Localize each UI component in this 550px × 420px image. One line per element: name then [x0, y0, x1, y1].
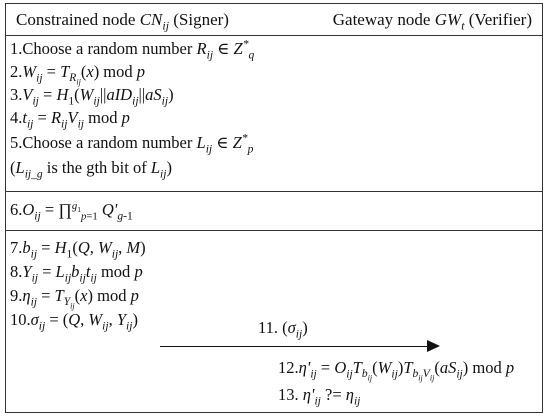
step-2: $2.W_{ij} = T_{R_{ij}}(x)$ mod p	[10, 62, 146, 87]
step-11-message: 11. $(\sigma_{ij})$	[258, 318, 308, 341]
step-4: $4.t_{ij} = R_{ij}V_{ij}$ mod p	[10, 108, 130, 131]
step-5: 5.Choose a random number $L_{ij}$ ∈ $Z^*_p$	[10, 132, 254, 156]
signer-header: Constrained node $CN_{ij}$ (Signer)	[16, 10, 229, 33]
verifier-header: Gateway node $GW_t$ (Verifier)	[332, 10, 532, 33]
step-6: $6.O_{ij}$ = ∏$^{g_1}_{p=1}$ $Q'_{g-1}$	[10, 199, 133, 223]
header-divider	[6, 35, 542, 36]
step-8: $8.Y_{ij} = L_{ij}b_{ij}t_{ij}$ mod p	[10, 262, 143, 285]
step-5-note: ($L_{ij\_g}$ is the gth bit of $L_{ij}$)	[10, 158, 172, 181]
section-divider-2	[6, 230, 542, 231]
step-1: 1.Choose a random number $R_{ij}$ ∈ $Z^*_q$	[10, 38, 255, 62]
message-arrow	[160, 340, 440, 354]
arrow-head-icon	[427, 340, 440, 352]
step-13: 13. $\eta'_{ij}$ ?= $\eta_{ij}$	[278, 385, 361, 408]
step-10: $10.\sigma_{ij} = (Q$, $W_{ij}$, $Y_{ij}$)	[10, 310, 138, 333]
step-9: $9.\eta_{ij} = T_{Y_{ij}}(x)$ mod p	[10, 286, 139, 311]
step-12: $12.\eta'_{ij} = O_{ij}T_{b_{ij}}(W_{ij})T_{b_{ij}V_{ij}}(aS_{ij})$ mod p	[278, 358, 515, 383]
step-7: $7.b_{ij} = H_1(Q$, $W_{ij}$, M)	[10, 238, 146, 261]
step-3: $3.V_{ij} = H_1(W_{ij}||aID_{ij}||aS_{ij})$	[10, 85, 174, 108]
section-divider-1	[6, 191, 542, 192]
